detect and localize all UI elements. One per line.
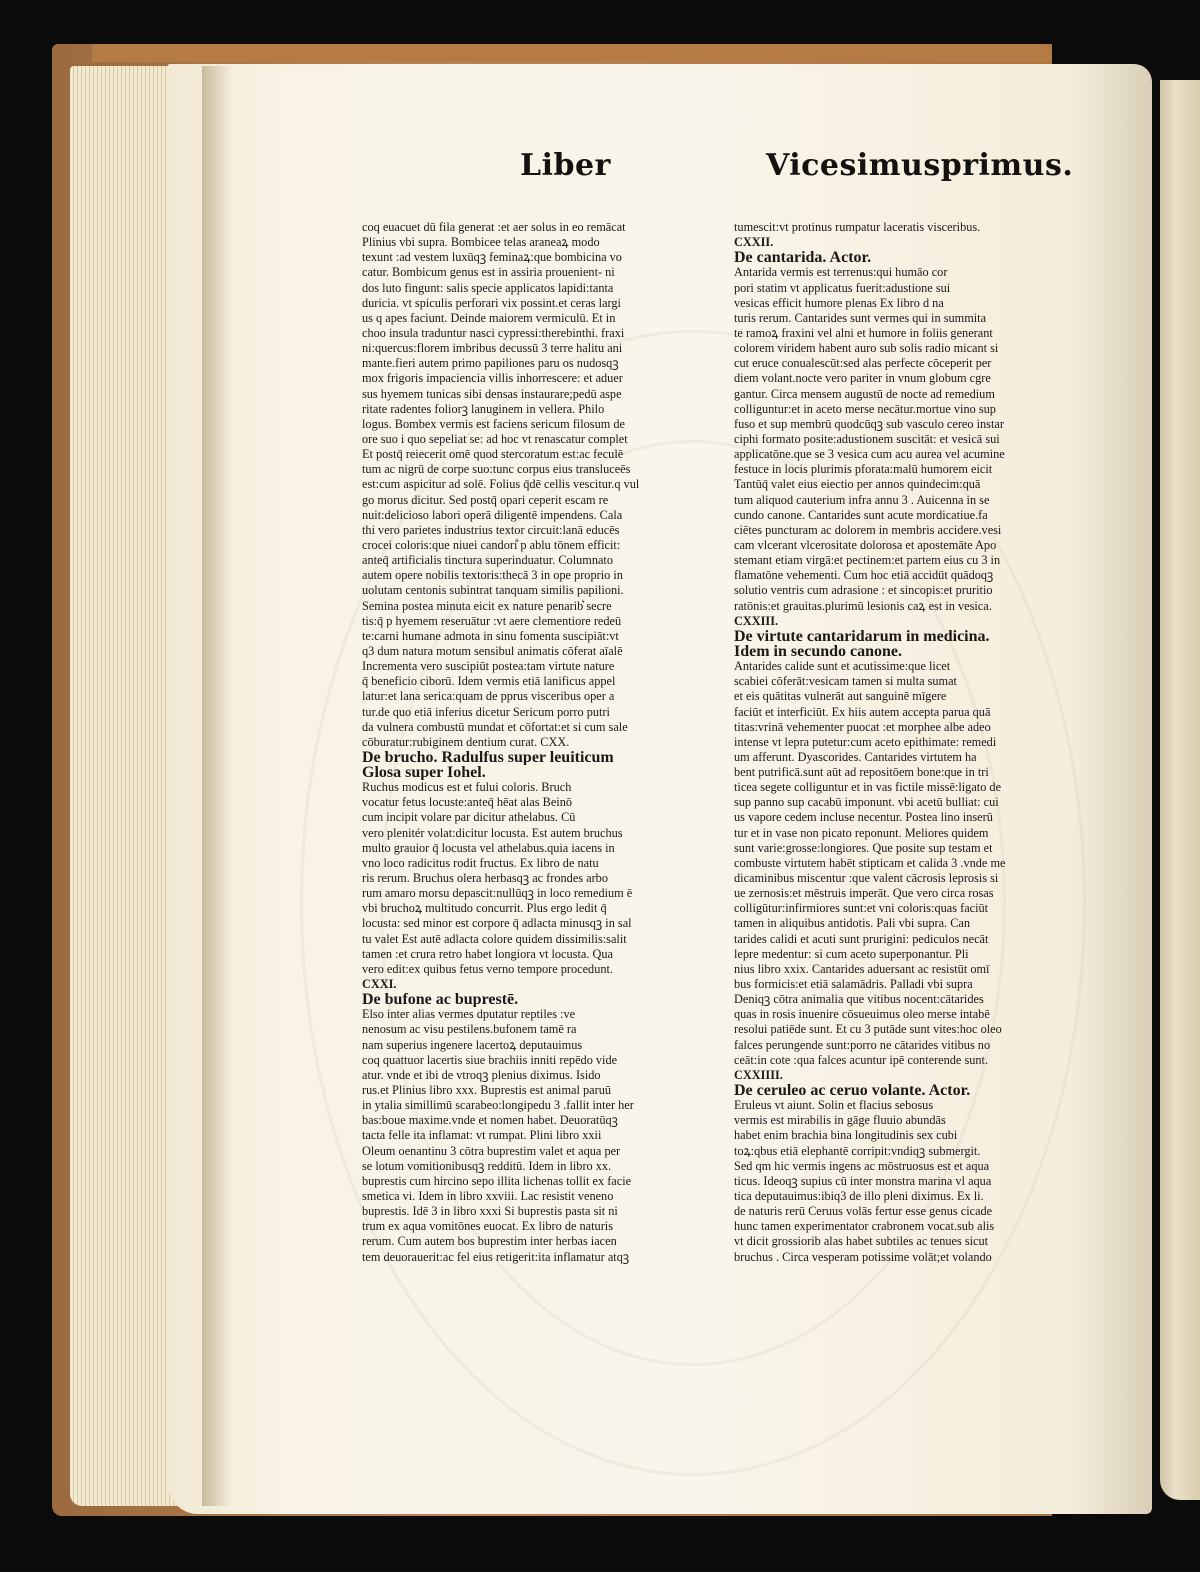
text-line: uolutam centonis subintrat tanquam similis papilioni. bbox=[362, 583, 624, 598]
text-line: tarides calidi et acuti sunt prurigini: pediculos necāt bbox=[734, 931, 989, 946]
text-line: ris rerum. Bruchus olera herbasqꝫ ac frondes arbo bbox=[362, 871, 608, 886]
section-heading: De bufone ac buprestē. bbox=[362, 992, 519, 1008]
text-line: trum ex aqua vomitōnes euocat. Ex libro de naturis bbox=[362, 1219, 613, 1234]
text-line: ore suo i quo sepeliat se: ad hoc vt renascatur complet bbox=[362, 431, 628, 446]
text-line: Et postq̄ reiecerit omē quod stercoratum est:ac feculē bbox=[362, 447, 624, 462]
text-line: bus formicis:et etiā salamādris. Palladi vbi supra bbox=[734, 977, 973, 992]
text-line: ue zernosis:et mēstruis imperāt. Que vero circa rosas bbox=[734, 886, 994, 901]
chapter-number: CXXIII. bbox=[734, 613, 779, 628]
text-line: coq euacuet dū fila generat :et aer solus in eo remācat bbox=[362, 220, 626, 234]
text-line: de naturis rerū Ceruus volās fertur esse genus cicade bbox=[734, 1204, 993, 1219]
text-line: vermis est mirabilis in gāge fluuio abundās bbox=[734, 1113, 946, 1128]
text-line: tica deputauimus:ibiq3 de illo pleni diximus. Ex li. bbox=[734, 1189, 984, 1203]
section-heading: Idem in secundo canone. bbox=[734, 643, 903, 660]
text-line: Tantūq̄ valet eius eiectio per annos quindecim:quā bbox=[734, 477, 981, 492]
text-line: festuce in locis plurimis pforata:malū humorem eicit bbox=[734, 462, 993, 477]
text-line: mante.fieri autem primo papiliones paru os nudosqꝫ bbox=[362, 356, 619, 371]
text-line: ticus. Ideoqꝫ supius cū inter monstra marina vl aqua bbox=[734, 1173, 992, 1188]
text-line: anteq̄ artificialis tinctura superinduatur. Columnato bbox=[362, 553, 613, 568]
text-line: rerum. Cum autem bos buprestim inter herbas iacen bbox=[362, 1234, 617, 1249]
text-line: tur et in vase non picato reponunt. Meliores quidem bbox=[734, 825, 989, 840]
text-line: vbi bruchoꝝ multitudo concurrit. Plus ergo ledit q̄ bbox=[362, 901, 607, 916]
text-line: coq quattuor lacertis siue brachiis inniti repēdo vide bbox=[362, 1052, 618, 1067]
text-line: go morus dicitur. Sed postq̄ opari ceperit escam re bbox=[362, 492, 609, 507]
text-line: q̄ beneficio ciborū. Idem vermis etiā lanificus appel bbox=[362, 674, 616, 689]
text-line: thi vero parietes industrius textor circuit:lanā educēs bbox=[362, 522, 620, 537]
text-column-right bbox=[734, 220, 1046, 1265]
text-line: us q apes faciunt. Deinde maiorem vermiculū. Et in bbox=[362, 310, 616, 325]
text-line: Sed qm hic vermis ingens ac mōstruosus est et aqua bbox=[734, 1158, 990, 1173]
text-line: tum aliquod cauterium infra annu 3 . Auicenna in se bbox=[734, 492, 990, 507]
text-line: duricia. vt spiculis perforari vix possint.et ceras largi bbox=[362, 295, 621, 310]
text-line: diem volant.nocte vero pariter in vnum globum cgre bbox=[734, 371, 991, 386]
text-line: vero plenitér volat:dicitur locusta. Est autem bruchus bbox=[362, 825, 623, 840]
text-line: in ytalia simillimū scarabeo:longipedu 3 .fallit inter her bbox=[362, 1098, 634, 1113]
text-line: sunt varie:grosse:longiores. Que posite sup testam et bbox=[734, 840, 993, 855]
text-column-left bbox=[362, 220, 672, 1265]
text-line: tacta felle ita inflamat: vt rumpat. Plini libro xxii bbox=[362, 1128, 602, 1143]
text-line: resolui patiēde sunt. Et cu 3 putāde sunt vites:hoc oleo bbox=[734, 1022, 1002, 1037]
text-line: Antarida vermis est terrenus:qui humāo cor bbox=[734, 265, 948, 280]
text-line: autem opere nobilis textoris:thecā 3 in ope proprio in bbox=[362, 568, 623, 583]
text-line: ceāt:in cote :qua falces acuntur ipē conterende sunt. bbox=[734, 1052, 989, 1067]
text-line: tis:q̄ p hyemem reseruātur :vt aere clementiore redeū bbox=[362, 613, 622, 628]
text-line: mox frigoris impaciencia villis inhorrescere: et aduer bbox=[362, 371, 623, 386]
book-cover-top-edge bbox=[92, 44, 1052, 62]
text-line: locusta: sed minor est corpore q̄ adlacta minusqꝫ in sal bbox=[362, 916, 632, 931]
text-line: Semina postea minuta eicit ex nature penarib͛ secre bbox=[362, 598, 612, 613]
text-line: texunt :ad vestem luxūqꝫ feminaꝝ:que bombicina vo bbox=[362, 250, 622, 265]
text-line: crocei coloris:que niuei candori͛ p ablu tōnem efficit: bbox=[362, 537, 621, 552]
section-heading: De brucho. Radulfus super leuiticum bbox=[362, 749, 614, 766]
text-line: Eruleus vt aiunt. Solin et flacius sebosus bbox=[734, 1098, 934, 1113]
text-line: tur.de quo etiā inferius dicetur Sericum porro putri bbox=[362, 704, 610, 719]
text-line: Incrementa vero suscipiūt postea:tam virtute nature bbox=[362, 659, 615, 674]
section-heading: De virtute cantaridarum in medicina. bbox=[734, 628, 990, 644]
text-line: intense vt lepra putetur:cum aceto epithimate: remedi bbox=[734, 734, 997, 749]
section-heading: De cantarida. Actor. bbox=[734, 250, 872, 266]
text-line: cundo canone. Cantarides sunt acute mordicatiue.fa bbox=[734, 507, 988, 522]
text-line: multo grauior q̄ locusta vel athelabus.quia iacens in bbox=[362, 840, 615, 855]
text-line: et eis quātitas vulnerāt aut sanguinē mīgere bbox=[734, 689, 947, 704]
text-line: falces perungende sunt:porro ne cātarides vitibus no bbox=[734, 1037, 991, 1052]
chapter-number: CXXIIII. bbox=[734, 1067, 783, 1082]
text-line: flamatōne vehementi. Cum hoc etiā accidūt quādoqꝫ bbox=[734, 568, 994, 583]
text-line: latur:et lana serica:quam de pprus visceribus oper a bbox=[362, 689, 615, 704]
text-line: rus.et Plinius libro xxx. Buprestis est animal paruū bbox=[362, 1083, 611, 1098]
text-line: cam vlcerant vlcerositate dolorosa et apostemāte Apo bbox=[734, 537, 997, 552]
text-line: cum incipit volare par dicitur athelabus. Cū bbox=[362, 810, 576, 825]
text-line: um afferunt. Dyascorides. Cantarides virtutem ha bbox=[734, 749, 977, 764]
text-line: se lotum vomitionibusqꝫ redditū. Idem in libro xx. bbox=[362, 1158, 612, 1173]
text-line: solutio ventris cum adrasione : et sincopis:et pruritio bbox=[734, 583, 993, 598]
text-line: da vulnera combustū mundat et cōfortat:et si cum sale bbox=[362, 719, 628, 734]
text-line: colorem viridem habent auro sub solis radio micant si bbox=[734, 341, 999, 356]
text-line: sup panno sup cacabū imponunt. vbi acetū bulliat: cui bbox=[734, 795, 999, 810]
text-line: q3 dum natura motum sensibul animatis cōferat aīalē bbox=[362, 643, 623, 658]
text-line: colliguntur:et in aceto merse necātur.mortue vino sup bbox=[734, 401, 996, 416]
text-line: fuso et sup membrū quodcūqꝫ sub vasculo cereo instar bbox=[734, 416, 1004, 431]
text-line: habet enim brachia bina longitudinis sex cubi bbox=[734, 1128, 958, 1143]
text-line: ticea segete colliguntur et in vas fictile missē:ligato de bbox=[734, 780, 1002, 795]
text-line: pori statim vt applicatus fuerit:adustione sui bbox=[734, 280, 951, 295]
text-line: dicaminibus miscentur :que valent cācrosis leprosis si bbox=[734, 871, 999, 886]
section-heading: De ceruleo ac ceruo volante. Actor. bbox=[734, 1083, 971, 1099]
text-line: vocatur fetus locuste:anteq̄ hēat alas Beinō bbox=[362, 795, 572, 810]
text-line: tum ac nigrū de corpe suo:tunc corpus eius transluceēs bbox=[362, 462, 631, 477]
text-line: ciētes puncturam ac dolorem in membris accidere.vesi bbox=[734, 522, 1002, 537]
text-line: lepre medentur: si cum aceto superponantur. Pli bbox=[734, 946, 969, 961]
text-line: colligūtur:infirmiores sunt:et vni coloris:quas faciūt bbox=[734, 901, 989, 916]
text-line: vt dicit grossiorib alas habet subtiles ac tenues sicut bbox=[734, 1234, 989, 1249]
text-line: ni:quercus:florem imbribus decussū 3 terre halitu ani bbox=[362, 341, 623, 356]
text-line: vesicas efficit humore plenas Ex libro d na bbox=[734, 295, 944, 310]
text-line: turis rerum. Cantarides sunt vermes qui in summita bbox=[734, 310, 987, 325]
text-line: tamen :et crura retro habet longiora vt locusta. Qua bbox=[362, 946, 613, 961]
text-line: bent putrificā.sunt aūt ad repositōem bone:que in tri bbox=[734, 765, 989, 780]
text-line: choo insula traduntur nasci cypressi:therebinthi. fraxi bbox=[362, 325, 625, 340]
text-line: buprestis cum hircino sepo illita lichenas tollit ex facie bbox=[362, 1173, 632, 1188]
gutter-shadow bbox=[202, 66, 232, 1506]
text-line: te ramoꝝ fraxini vel alni et humore in foliis generant bbox=[734, 325, 993, 340]
text-line: ratōnis:et grauitas.plurimū lesionis caꝝ est in vesica. bbox=[734, 598, 992, 613]
text-line: combuste virtutem habēt stipticam et calida 3 .vnde me bbox=[734, 855, 1006, 870]
text-line: bas:boue maxime.vnde et nomen habet. Deuoratūqꝫ bbox=[362, 1113, 618, 1128]
text-line: bruchus . Circa vesperam potissime volāt;et volando bbox=[734, 1249, 992, 1264]
running-head-left: Liber bbox=[520, 148, 611, 183]
text-line: nius libro xxix. Cantarides aduersant ac resistūt omī bbox=[734, 961, 990, 976]
section-heading: Glosa super Iohel. bbox=[362, 765, 486, 781]
text-line: Elso inter alias vermes dputatur reptiles :ve bbox=[362, 1007, 576, 1022]
text-line: cut eruce conualescūt:sed alas perfecte cōceperit per bbox=[734, 356, 992, 371]
text-line: tumescit:vt protinus rumpatur laceratis visceribus. bbox=[734, 220, 981, 234]
text-line: Deniqꝫ cōtra animalia que vitibus nocent:cātarides bbox=[734, 992, 984, 1007]
text-line: stemant etiam virgā:et pectinem:et partem eius cu 3 in bbox=[734, 553, 1001, 568]
text-line: buprestis. Idē 3 in libro xxxi Si buprestis pasta sit ni bbox=[362, 1204, 618, 1219]
text-line: nam superius ingenere lacertoꝝ deputauimus bbox=[362, 1037, 583, 1052]
text-line: sus hyemem tunicas sibi densas instaurare;pedū aspe bbox=[362, 386, 622, 401]
text-line: us vapore cedem incluse necentur. Postea lino inserū bbox=[734, 810, 993, 825]
text-line: ritate radentes foliorꝫ lanuginem in vellera. Philo bbox=[362, 401, 605, 416]
text-line: atur. vnde et ibi de vtroqꝫ plenius diximus. Isido bbox=[362, 1067, 601, 1082]
text-line: hunc tamen experimentator crabronem vocat.sub alis bbox=[734, 1219, 995, 1234]
facing-page-edge bbox=[1160, 80, 1200, 1500]
text-line: Plinius vbi supra. Bombicee telas araneaꝝ modo bbox=[362, 235, 600, 250]
text-line: applicatōne.que se 3 vesica cum acu aurea vel acumine bbox=[734, 447, 1005, 462]
running-head-right: Vicesimusprimus. bbox=[766, 148, 1074, 183]
text-line: quas in rosis inuenire cōsueuimus oleo merse intabē bbox=[734, 1007, 990, 1022]
text-line: cōburatur:rubiginem dentium curat. CXX. bbox=[362, 734, 570, 749]
text-line: nenosum ac visu pestilens.bufonem tamē ra bbox=[362, 1022, 577, 1037]
chapter-number: CXXII. bbox=[734, 235, 774, 250]
text-line: nuit:delicioso labori operā diligentē impendens. Cala bbox=[362, 507, 623, 522]
text-line: smetica vi. Idem in libro xxviii. Lac resistit veneno bbox=[362, 1189, 614, 1203]
chapter-number: CXXI. bbox=[362, 977, 397, 992]
text-line: gantur. Circa mensem augustū de nocte ad remedium bbox=[734, 386, 995, 401]
text-line: vero edit:ex quibus fetus verno tempore procedunt. bbox=[362, 961, 613, 976]
text-line: tamen in aliquibus antidotis. Pali vbi supra. Can bbox=[734, 916, 971, 931]
text-line: ciphi formato posite:adustionem suscitāt: et vesicā sui bbox=[734, 431, 1000, 446]
text-line: tu valet Est autē adlacta colore quidem dissimilis:salit bbox=[362, 931, 627, 946]
text-line: titas:vrinā vehementer puocat :et morphee albe adeo bbox=[734, 719, 991, 734]
text-line: toꝝ:qbus etiā elephantē corripit:vndiqꝫ submergit. bbox=[734, 1143, 981, 1158]
text-line: est:cum aspicitur ad solē. Folius q̄dē cellis vescitur.q vul bbox=[362, 477, 640, 492]
text-line: logus. Bombex vermis est faciens sericum filosum de bbox=[362, 416, 625, 431]
text-line: faciūt et interficiūt. Ex hiis autem accepta parua quā bbox=[734, 704, 991, 719]
text-line: vno loco radicitus rodit fructus. Ex libro de natu bbox=[362, 855, 599, 870]
text-line: dos luto fingunt: salis specie applicatos lapidi:tanta bbox=[362, 280, 614, 295]
text-line: rum amaro morsu depascit:nullūqꝫ in loco remedium ē bbox=[362, 886, 633, 901]
text-line: Oleum oenantinu 3 cōtra buprestim valet et aqua per bbox=[362, 1143, 621, 1158]
text-line: Ruchus modicus est et fului coloris. Bruch bbox=[362, 780, 572, 795]
text-line: tem deuorauerit:ac fel eius retigerit:ita inflamatur atqꝫ bbox=[362, 1249, 630, 1264]
text-line: Antarides calide sunt et acutissime:que licet bbox=[734, 659, 951, 674]
text-line: catur. Bombicum genus est in assiria prouenient- ni bbox=[362, 265, 615, 280]
text-line: scabiei cōferāt:vesicam tamen si multa sumat bbox=[734, 674, 957, 689]
text-line: te:carni humane admota in sinu fomenta suscipiāt:vt bbox=[362, 628, 619, 643]
